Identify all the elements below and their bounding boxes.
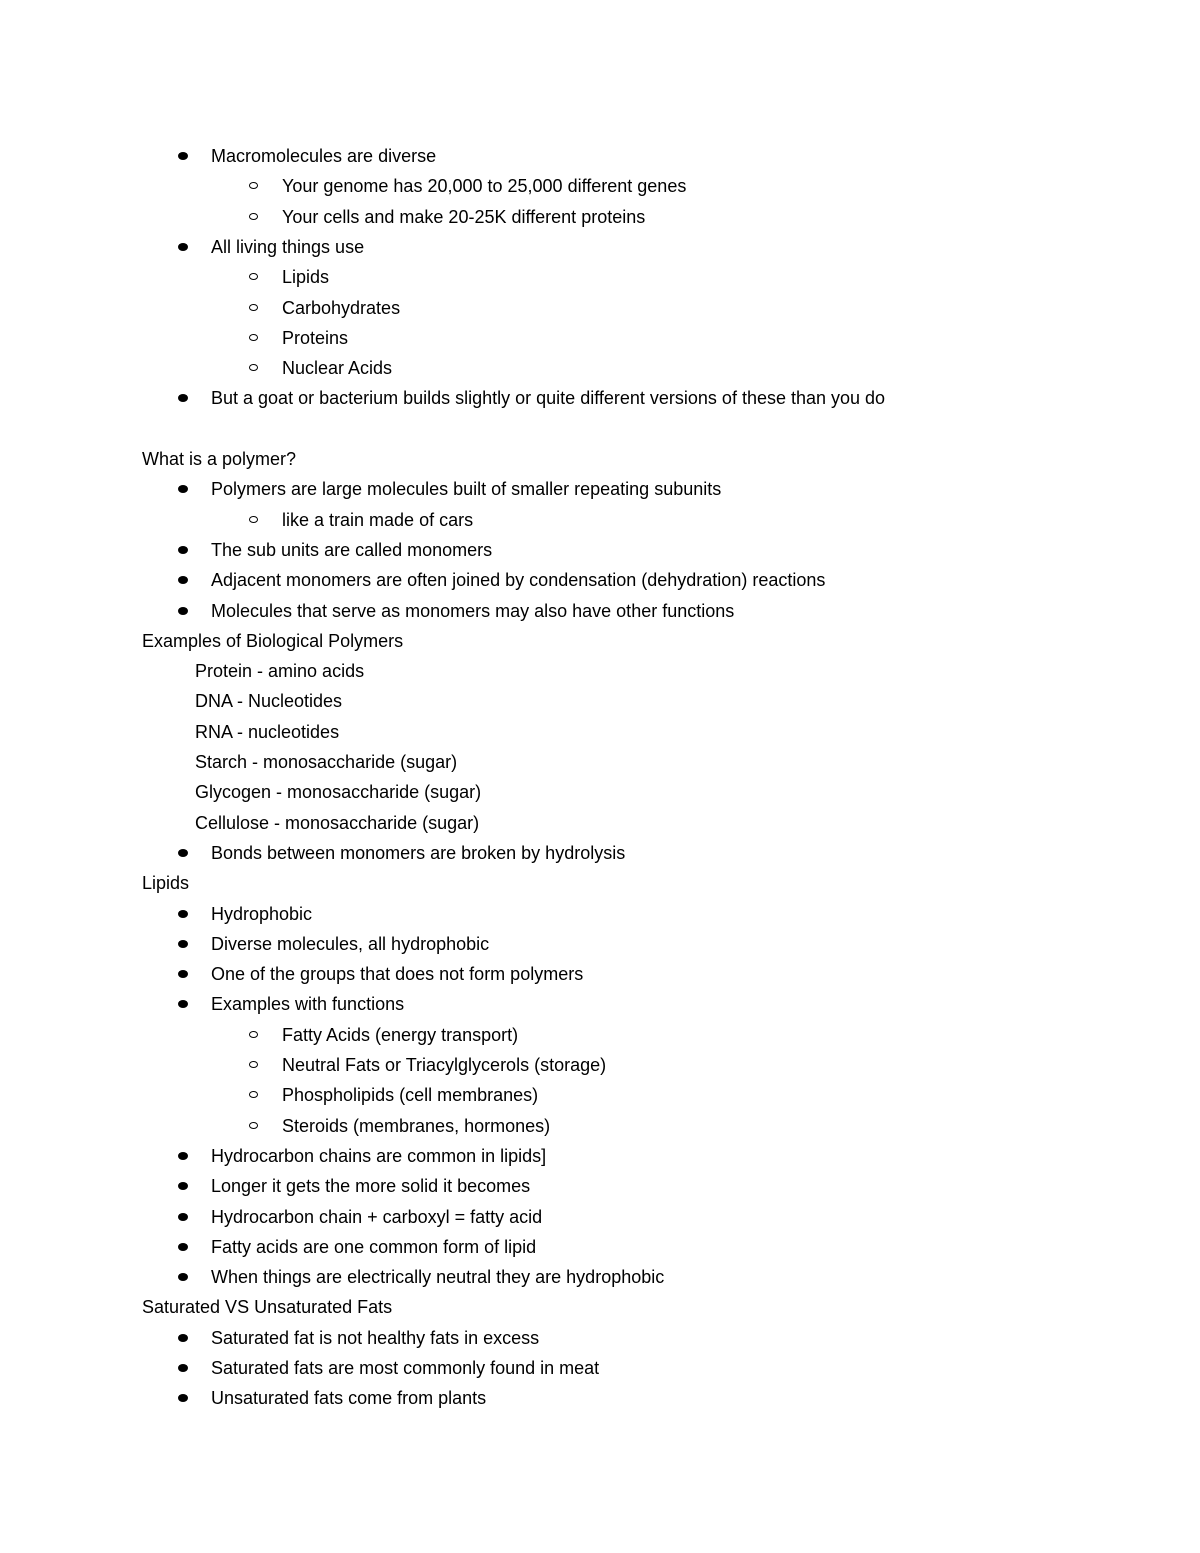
bullet-item: Hydrocarbon chain + carboxyl = fatty acid <box>211 1206 543 1227</box>
bullet-marker <box>178 1243 188 1251</box>
sub-bullet-marker <box>249 334 258 341</box>
sub-bullet-marker <box>249 273 258 280</box>
bullet-item: Longer it gets the more solid it becomes <box>211 1176 531 1197</box>
bullet-item: All living things use <box>211 236 365 257</box>
sub-bullet-marker <box>249 304 258 311</box>
sub-bullet-marker <box>249 1091 258 1098</box>
bullet-item: Adjacent monomers are often joined by condensation (dehydration) reactions <box>211 570 826 591</box>
bullet-item: Saturated fat is not healthy fats in excess <box>211 1327 540 1348</box>
bullet-marker <box>178 546 188 554</box>
bullet-marker <box>178 243 188 251</box>
sub-bullet-marker <box>249 1031 258 1038</box>
bullet-marker <box>178 485 188 493</box>
indented-item: Protein - amino acids <box>195 661 365 682</box>
sub-bullet-item: Carbohydrates <box>282 297 401 318</box>
bullet-item: Fatty acids are one common form of lipid <box>211 1236 537 1257</box>
bullet-item: Polymers are large molecules built of smaller repeating subunits <box>211 479 722 500</box>
bullet-item: Bonds between monomers are broken by hydrolysis <box>211 842 626 863</box>
indented-item: RNA - nucleotides <box>195 721 340 742</box>
bullet-item: Diverse molecules, all hydrophobic <box>211 933 490 954</box>
indented-item: Starch - monosaccharide (sugar) <box>195 752 458 772</box>
bullet-item: Hydrophobic <box>211 903 313 924</box>
bullet-item: But a goat or bacterium builds slightly or quite different versions of these than you do <box>211 388 886 409</box>
bullet-marker <box>178 152 188 160</box>
bullet-marker <box>178 910 188 918</box>
sub-bullet-item: like a train made of cars <box>282 509 474 530</box>
bullet-item: When things are electrically neutral they are hydrophobic <box>211 1267 665 1288</box>
indented-item: Cellulose - monosaccharide (sugar) <box>195 812 480 833</box>
bullet-marker <box>178 940 188 948</box>
sub-bullet-item: Steroids (membranes, hormones) <box>282 1115 551 1136</box>
section-heading: Saturated VS Unsaturated Fats <box>142 1297 393 1318</box>
bullet-marker <box>178 576 188 584</box>
sub-bullet-marker <box>249 1122 258 1129</box>
bullet-marker <box>178 1364 188 1372</box>
sub-bullet-item: Proteins <box>282 327 349 348</box>
indented-item: Glycogen - monosaccharide (sugar) <box>195 782 482 803</box>
section-heading: Examples of Biological Polymers <box>142 630 404 651</box>
bullet-marker <box>178 1152 188 1160</box>
bullet-item: One of the groups that does not form polymers <box>211 964 584 985</box>
bullet-marker <box>178 1394 188 1402</box>
sub-bullet-marker <box>249 213 258 220</box>
sub-bullet-item: Neutral Fats or Triacylglycerols (storage) <box>282 1055 607 1075</box>
sub-bullet-item: Your cells and make 20-25K different proteins <box>282 206 646 227</box>
bullet-marker <box>178 607 188 615</box>
bullet-marker <box>178 970 188 978</box>
bullet-marker <box>178 1334 188 1342</box>
bullet-item: Examples with functions <box>211 994 405 1015</box>
bullet-marker <box>178 849 188 857</box>
bullet-marker <box>178 1273 188 1281</box>
bullet-item: Unsaturated fats come from plants <box>211 1388 487 1409</box>
bullet-marker <box>178 1182 188 1190</box>
indented-item: DNA - Nucleotides <box>195 691 343 712</box>
bullet-item: The sub units are called monomers <box>211 539 493 560</box>
sub-bullet-item: Nuclear Acids <box>282 358 393 379</box>
section-heading: What is a polymer? <box>142 449 297 469</box>
bullet-item: Molecules that serve as monomers may also have other functions <box>211 600 735 621</box>
sub-bullet-item: Lipids <box>282 267 330 288</box>
bullet-marker <box>178 394 188 402</box>
sub-bullet-marker <box>249 364 258 371</box>
bullet-item: Saturated fats are most commonly found in meat <box>211 1358 600 1378</box>
sub-bullet-item: Your genome has 20,000 to 25,000 different genes <box>282 176 687 197</box>
sub-bullet-marker <box>249 516 258 523</box>
sub-bullet-item: Fatty Acids (energy transport) <box>282 1024 519 1045</box>
sub-bullet-marker <box>249 1061 258 1068</box>
bullet-marker <box>178 1213 188 1221</box>
section-heading: Lipids <box>142 873 190 894</box>
bullet-marker <box>178 1000 188 1008</box>
sub-bullet-item: Phospholipids (cell membranes) <box>282 1085 539 1106</box>
sub-bullet-marker <box>249 182 258 189</box>
bullet-item: Macromolecules are diverse <box>211 146 437 166</box>
bullet-item: Hydrocarbon chains are common in lipids] <box>211 1145 547 1166</box>
